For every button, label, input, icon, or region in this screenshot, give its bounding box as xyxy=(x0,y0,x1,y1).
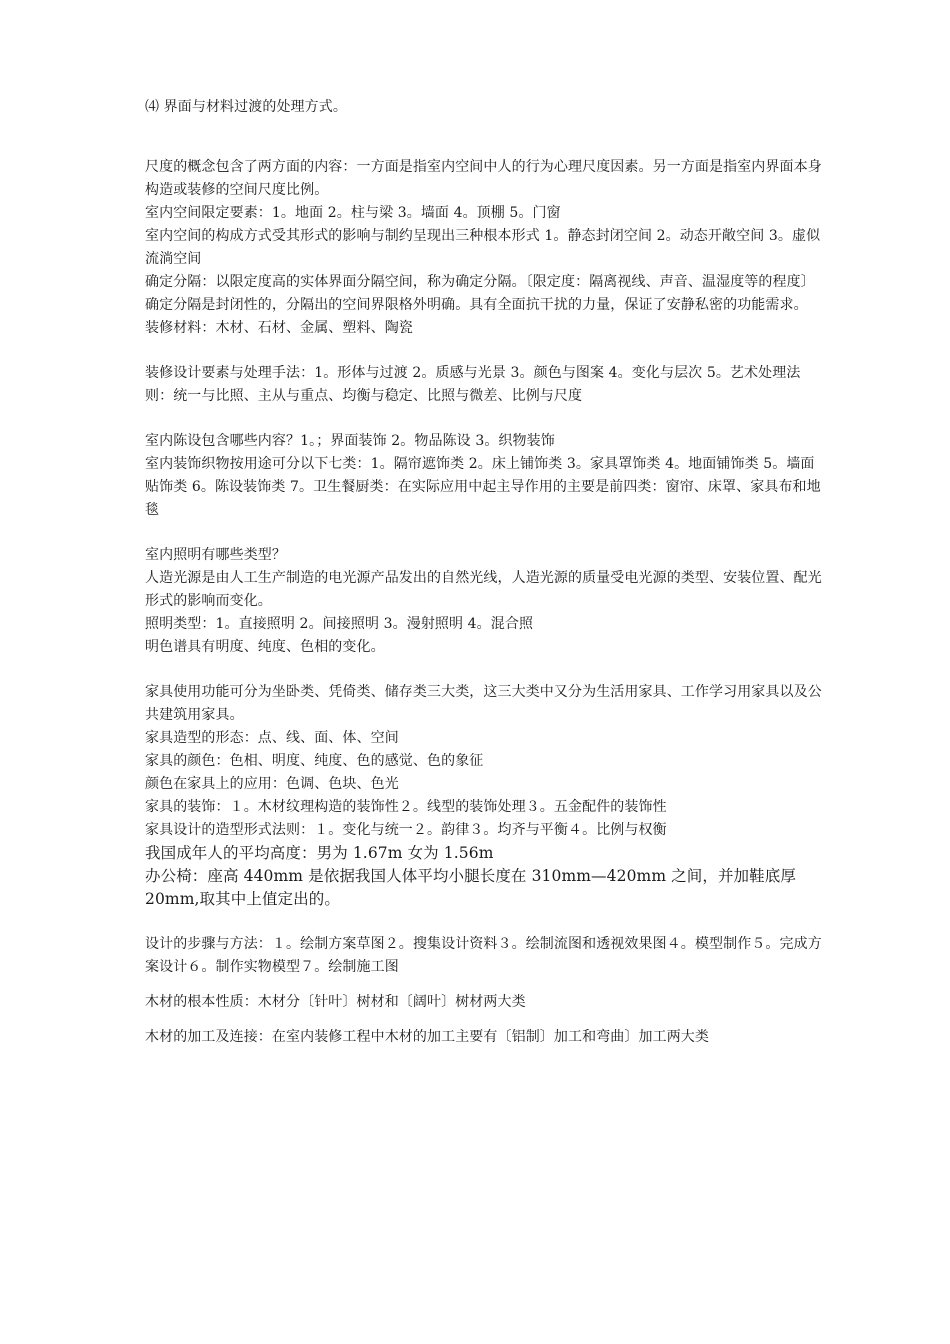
paragraph-furniture-color: 家具的颜色：色相、明度、纯度、色的感觉、色的象征 xyxy=(145,753,484,769)
paragraph-lighting-types: 照明类型：1。直接照明 2。间接照明 3。漫射照明 4。混合照 xyxy=(145,616,534,632)
paragraph-wood-processing: 木材的加工及连接：在室内装修工程中木材的加工主要有〔铝制〕加工和弯曲〕加工两大类 xyxy=(145,1029,709,1045)
paragraph-color-spectrum: 明色谱具有明度、纯度、色相的变化。 xyxy=(145,639,385,655)
paragraph-scale-concept: 尺度的概念包含了两方面的内容：一方面是指室内空间中人的行为心理尺度因素。另一方面是指室内界面本身构造或装修的空间尺度比例。 xyxy=(145,159,822,198)
paragraph-definite-division: 确定分隔：以限定度高的实体界面分隔空间，称为确定分隔。〔限定度：隔离视线、声音、温湿度等的程度〕确定分隔是封闭性的，分隔出的空间界限格外明确。具有全面抗干扰的力量，保证了安静私密的功能需求。 xyxy=(145,274,815,313)
paragraph-form-rules: 家具设计的造型形式法则：１。变化与统一２。韵律３。均齐与平衡４。比例与权衡 xyxy=(145,822,667,838)
paragraph-average-height: 我国成年人的平均高度：男为 1.67m 女为 1.56m xyxy=(145,844,494,862)
paragraph-furnishing-content: 室内陈设包含哪些内容？1。；界面装饰 2。物品陈设 3。织物装饰 xyxy=(145,433,555,449)
paragraph-furniture-form: 家具造型的形态：点、线、面、体、空间 xyxy=(145,730,399,746)
paragraph-furniture-decoration: 家具的装饰：１。木材纹理构造的装饰性２。线型的装饰处理３。五金配件的装饰性 xyxy=(145,799,667,815)
paragraph-color-application: 颜色在家具上的应用：色调、色块、色光 xyxy=(145,776,399,792)
paragraph-artificial-light: 人造光源是由人工生产制造的电光源产品发出的自然光线，人造光源的质量受电光源的类型、安装位置、配光形式的影响而变化。 xyxy=(145,570,822,609)
paragraph-interface-transition: ⑷ 界面与材料过渡的处理方式。 xyxy=(145,99,347,115)
paragraph-office-chair: 办公椅：座高 440mm 是依据我国人体平均小腿长度在 310mm—420mm 之间，并加鞋底厚 xyxy=(145,867,796,885)
paragraph-office-chair-cont: 20mm,取其中上值定出的。 xyxy=(145,890,340,908)
paragraph-design-steps: 设计的步骤与方法：１。绘制方案草图２。搜集设计资料３。绘制流图和透视效果图４。模型制作５。完成方案设计６。制作实物模型７。绘制施工图 xyxy=(145,936,822,975)
paragraph-materials: 装修材料：木材、石材、金属、塑料、陶瓷 xyxy=(145,320,413,336)
paragraph-design-elements: 装修设计要素与处理手法：1。形体与过渡 2。质感与光景 3。颜色与图案 4。变化与层次 5。艺术处理法则：统一与比照、主从与重点、均衡与稳定、比照与微差、比例与尺度 xyxy=(145,365,801,404)
document-page xyxy=(145,96,825,1049)
paragraph-lighting-question: 室内照明有哪些类型？ xyxy=(145,547,286,563)
paragraph-wood-properties: 木材的根本性质：木材分〔针叶〕树材和〔阔叶〕树材两大类 xyxy=(145,994,526,1010)
paragraph-furniture-function: 家具使用功能可分为坐卧类、凭倚类、储存类三大类，这三大类中又分为生活用家具、工作学习用家具以及公共建筑用家具。 xyxy=(145,684,822,723)
paragraph-space-elements: 室内空间限定要素：1。地面 2。柱与梁 3。墙面 4。顶棚 5。门窗 xyxy=(145,205,561,221)
paragraph-textiles: 室内装饰织物按用途可分以下七类：1。隔帘遮饰类 2。床上铺饰类 3。家具罩饰类 4。地面铺饰类 5。墙面贴饰类 6。陈设装饰类 7。卫生餐厨类：在实际应用中起主导作用的主要是前四类：窗帘、床罩、家具布和地毯 xyxy=(145,456,821,518)
paragraph-space-forms: 室内空间的构成方式受其形式的影响与制约呈现出三种根本形式 1。静态封闭空间 2。动态开敞空间 3。虚似流淌空间 xyxy=(145,228,821,267)
